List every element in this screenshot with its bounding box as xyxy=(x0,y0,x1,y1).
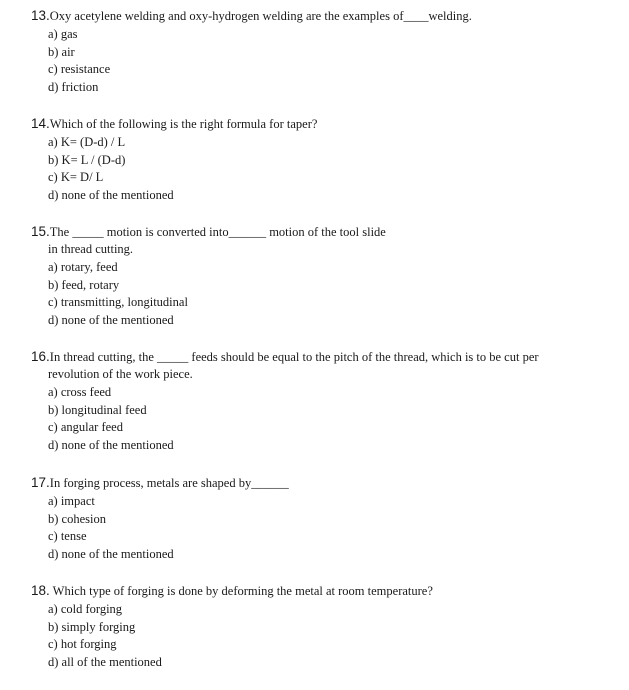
option-d: d) none of the mentioned xyxy=(48,187,174,202)
option-c: c) angular feed xyxy=(48,420,123,435)
question-17 xyxy=(31,474,591,563)
question-text: In forging process, metals are shaped by______ xyxy=(49,476,289,490)
option-a: a) impact xyxy=(48,494,95,508)
option-c: c) hot forging xyxy=(48,637,117,652)
options-list xyxy=(31,384,591,454)
option-a: a) cross feed xyxy=(48,385,112,399)
question-stem xyxy=(31,474,591,492)
options-list xyxy=(31,26,591,96)
option-a: a) K= (D-d) / L xyxy=(48,135,126,149)
question-text-continuation: in thread cutting. xyxy=(48,242,134,256)
option-b: b) simply forging xyxy=(48,619,136,634)
options-list xyxy=(31,134,591,204)
options-list xyxy=(31,259,591,329)
question-stem xyxy=(31,223,591,241)
option-a: a) cold forging xyxy=(48,602,123,616)
question-number: 17. xyxy=(31,475,50,490)
option-d: d) none of the mentioned xyxy=(48,312,174,327)
question-stem xyxy=(31,7,591,25)
question-stem xyxy=(31,115,591,133)
question-stem xyxy=(31,582,591,600)
question-number: 14. xyxy=(31,116,50,131)
option-b: b) K= L / (D-d) xyxy=(48,152,126,167)
question-15 xyxy=(31,223,591,329)
option-c: c) K= D/ L xyxy=(48,170,104,185)
options-list xyxy=(31,493,591,563)
options-list xyxy=(31,601,591,671)
option-b: b) air xyxy=(48,44,75,59)
option-d: d) none of the mentioned xyxy=(48,437,174,452)
option-c: c) tense xyxy=(48,529,87,544)
option-b: b) longitudinal feed xyxy=(48,402,147,417)
question-number: 13. xyxy=(31,8,50,23)
option-a: a) gas xyxy=(48,27,78,41)
option-c: c) resistance xyxy=(48,62,111,77)
question-13 xyxy=(31,7,591,96)
question-14 xyxy=(31,115,591,204)
question-number: 18. xyxy=(31,583,50,598)
option-d: d) all of the mentioned xyxy=(48,654,162,669)
question-18 xyxy=(31,582,591,671)
question-number: 15. xyxy=(31,224,50,239)
question-16 xyxy=(31,348,591,454)
question-text: In thread cutting, the _____ feeds should be equal to the pitch of the thread, which is to be cut per xyxy=(49,350,539,364)
question-text-continuation: revolution of the work piece. xyxy=(48,367,193,381)
question-text: The _____ motion is converted into______ motion of the tool slide xyxy=(49,225,386,239)
question-stem xyxy=(31,348,591,366)
option-b: b) cohesion xyxy=(48,511,106,526)
option-b: b) feed, rotary xyxy=(48,277,120,292)
question-text: Which type of forging is done by deforming the metal at room temperature? xyxy=(49,584,433,598)
question-number: 16. xyxy=(31,349,50,364)
option-d: d) friction xyxy=(48,79,99,94)
option-d: d) none of the mentioned xyxy=(48,546,174,561)
option-c: c) transmitting, longitudinal xyxy=(48,295,188,310)
question-text: Which of the following is the right formula for taper? xyxy=(49,117,318,131)
question-text: Oxy acetylene welding and oxy-hydrogen welding are the examples of____welding. xyxy=(49,9,472,23)
option-a: a) rotary, feed xyxy=(48,260,118,274)
